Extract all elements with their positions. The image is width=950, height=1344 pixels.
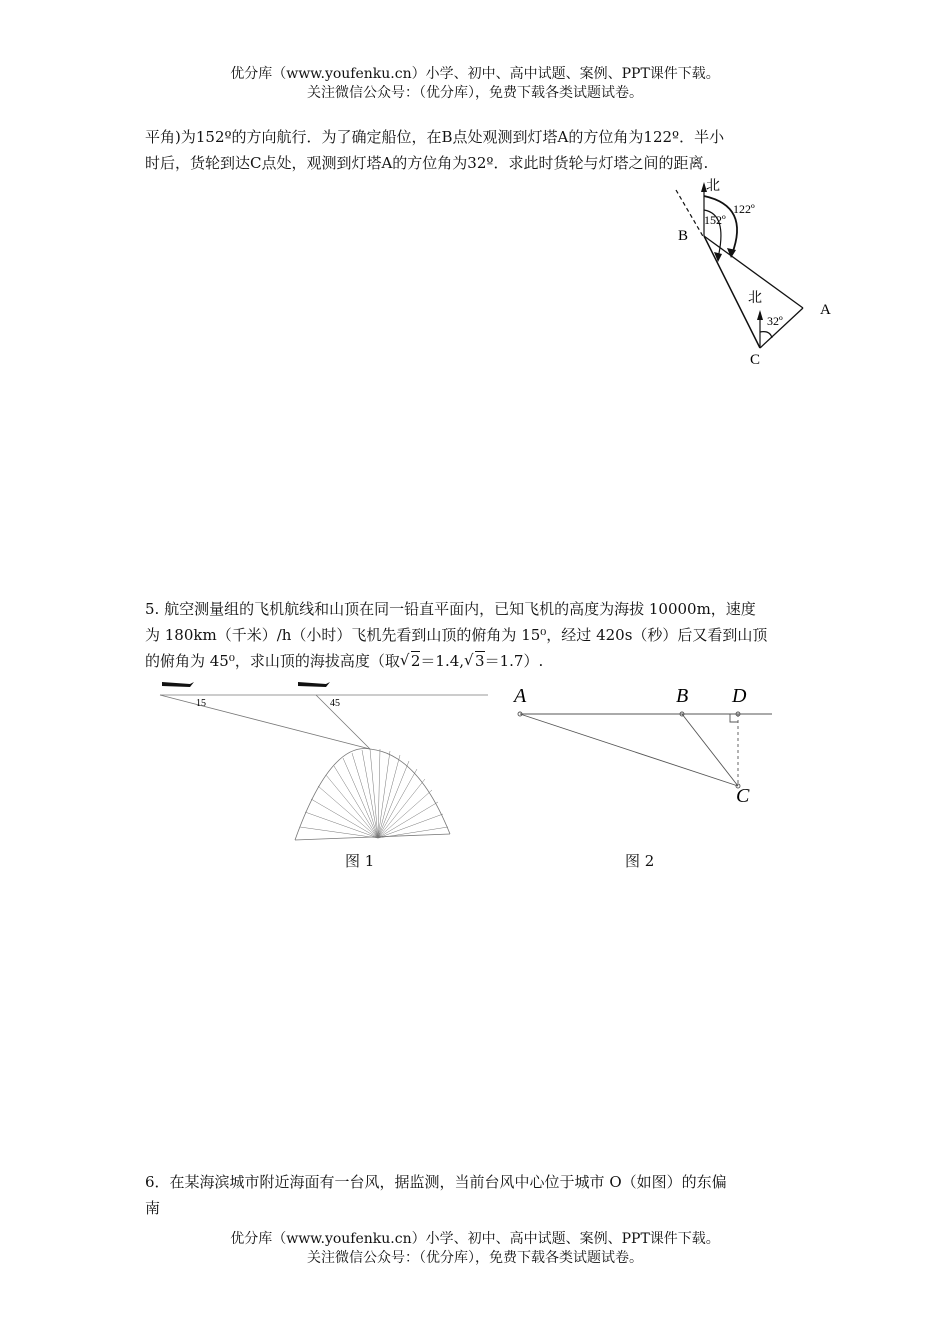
north-label-mid: 北 [748,291,762,306]
segment-ac [520,714,738,786]
footer-line-1: 优分库（www.youfenku.cn）小学、初中、高中试题、案例、PPT课件下载。 [230,1231,720,1247]
angle-32-label: 32º [767,314,783,328]
angle-152-label: 152º [704,213,726,227]
plane-icon-2 [298,682,330,687]
header-line-1: 优分库（www.youfenku.cn）小学、初中、高中试题、案例、PPT课件下载。 [230,66,720,82]
angle-15-label: 15 [196,698,206,709]
mountain-outline [295,749,450,840]
north-arrowhead-c [757,310,763,320]
label-b: B [676,685,689,707]
sight-line-45 [316,695,370,749]
q5-line-3-b: ＝1.4, [420,652,465,670]
q5-figure-1 [150,672,500,847]
q6-line-2: 南 [145,1199,161,1217]
arc-32 [760,332,772,338]
label-c: C [736,785,750,805]
q5-figure-2 [510,680,780,805]
q5-line-3-c: ＝1.7）. [484,652,544,670]
question-4-text [145,124,807,176]
angle-45-label: 45 [330,698,340,709]
q5-line-1: 5. 航空测量组的飞机航线和山顶在同一铅直平面内，已知飞机的高度为海拔 10000m，速度 [145,600,756,618]
question-5-text [145,596,807,674]
q5-line-3-a: 的俯角为 45⁰，求山顶的海拔高度（取 [145,652,400,670]
header-line-2: 关注微信公众号：（优分库），免费下载各类试题试卷。 [307,85,643,101]
question-6-text [145,1169,807,1221]
point-a-label: A [820,302,831,318]
point-c-label: C [750,352,761,368]
q6-line-1: 6．在某海滨城市附近海面有一台风，据监测，当前台风中心位于城市 O（如图）的东偏 [145,1173,727,1191]
q5-line-2: 为 180km（千米）/h（小时）飞机先看到山顶的俯角为 15⁰，经过 420s（秒）后又看到山顶 [145,626,768,644]
label-d: D [732,685,747,707]
fig2-caption: 图 2 [625,852,655,870]
page-footer [0,1230,950,1268]
plane-icon-1 [162,682,194,687]
q4-bearing-figure [660,170,840,370]
north-label-top: 北 [706,179,720,194]
label-a: A [514,685,527,707]
footer-line-2: 关注微信公众号：（优分库），免费下载各类试题试卷。 [307,1250,643,1266]
segment-bc [682,714,738,786]
point-b-label: B [678,228,689,244]
sqrt-2: √ 2 [400,648,421,674]
fig1-caption: 图 1 [345,852,375,870]
q4-line-1: 平角)为152º的方向航行．为了确定船位，在B点处观测到灯塔A的方位角为122º．半小 [145,128,725,146]
q5-line-3 [145,648,807,674]
q4-line-2: 时后，货轮到达C点处，观测到灯塔A的方位角为32º．求此时货轮与灯塔之间的距离. [145,154,709,172]
mountain-rays [300,749,448,838]
page-header [0,65,950,103]
angle-122-label: 122º [733,202,755,216]
sqrt-3: √ 3 [464,648,485,674]
